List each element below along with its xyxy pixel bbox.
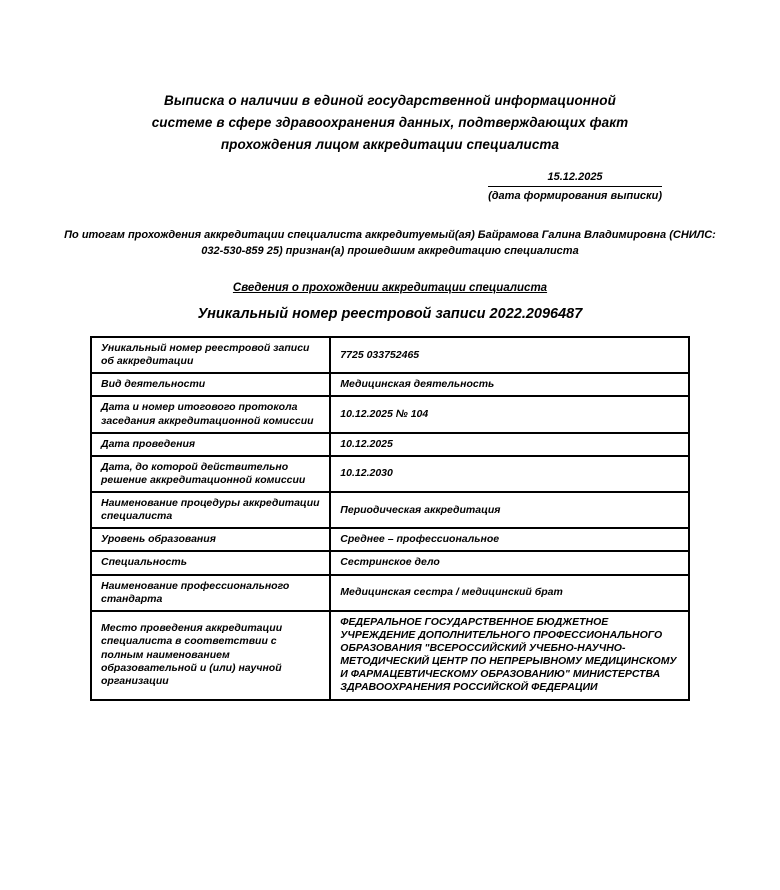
- table-row: [91, 433, 689, 456]
- row-label: Специальность: [91, 551, 330, 574]
- row-label: Наименование процедуры аккредитации специалиста: [91, 492, 330, 528]
- row-label: Дата, до которой действительно решение аккредитационной комиссии: [91, 456, 330, 492]
- row-value: 10.12.2030: [330, 456, 689, 492]
- row-label: Дата и номер итогового протокола заседания аккредитационной комиссии: [91, 396, 330, 432]
- table-row: [91, 492, 689, 528]
- issue-date-caption: (дата формирования выписки): [488, 190, 662, 202]
- row-label: Дата проведения: [91, 433, 330, 456]
- table-row: [91, 373, 689, 396]
- section-heading: Сведения о прохождении аккредитации специалиста: [232, 282, 548, 294]
- row-value: Периодическая аккредитация: [330, 492, 689, 528]
- row-label: Вид деятельности: [91, 373, 330, 396]
- row-value: Сестринское дело: [330, 551, 689, 574]
- row-value: 7725 033752465: [330, 337, 689, 373]
- table-row: [91, 575, 689, 611]
- intro-line-2: 032-530-859 25) признан(а) прошедшим аккредитацию специалиста: [201, 245, 579, 257]
- page-title-line-2: системе в сфере здравоохранения данных, подтверждающих факт: [151, 115, 629, 130]
- page-title: [0, 90, 780, 156]
- row-label: Место проведения аккредитации специалиста в соответствии с полным наименованием образовательной и (или) научной организации: [91, 611, 330, 700]
- row-value: 10.12.2025: [330, 433, 689, 456]
- row-label: Наименование профессионального стандарта: [91, 575, 330, 611]
- row-label: Уровень образования: [91, 528, 330, 551]
- table-row: [91, 611, 689, 700]
- table-row: [91, 551, 689, 574]
- table-row: [91, 528, 689, 551]
- row-value: 10.12.2025 № 104: [330, 396, 689, 432]
- table-row: [91, 456, 689, 492]
- row-value: ФЕДЕРАЛЬНОЕ ГОСУДАРСТВЕННОЕ БЮДЖЕТНОЕ УЧРЕЖДЕНИЕ ДОПОЛНИТЕЛЬНОГО ПРОФЕССИОНАЛЬНОГО ОБРАЗОВАНИЯ "ВСЕРОССИЙСКИЙ УЧЕБНО-НАУЧНО-МЕТОДИЧЕСКИЙ ЦЕНТР ПО НЕПРЕРЫВНОМУ МЕДИЦИНСКОМУ И ФАРМАЦЕВТИЧЕСКОМУ ОБРАЗОВАНИЮ" МИНИСТЕРСТВА ЗДРАВООХРАНЕНИЯ РОССИЙСКОЙ ФЕДЕРАЦИИ: [330, 611, 689, 700]
- row-value: Медицинская сестра / медицинский брат: [330, 575, 689, 611]
- page-title-line-1: Выписка о наличии в единой государственной информационной: [163, 93, 616, 108]
- page-title-line-3: прохождения лицом аккредитации специалиста: [220, 137, 560, 152]
- accreditation-table: [90, 336, 690, 701]
- table-row: [91, 337, 689, 373]
- row-value: Медицинская деятельность: [330, 373, 689, 396]
- registry-number-line: Уникальный номер реестровой записи 2022.2096487: [197, 306, 583, 322]
- issue-date: 15.12.2025: [488, 170, 662, 187]
- row-label: Уникальный номер реестровой записи об аккредитации: [91, 337, 330, 373]
- intro-line-1: По итогам прохождения аккредитации специалиста аккредитуемый(ая) Байрамова Галина Владимировна (СНИЛС:: [64, 229, 716, 241]
- row-value: Среднее – профессиональное: [330, 528, 689, 551]
- intro-paragraph: [0, 227, 780, 259]
- table-row: [91, 396, 689, 432]
- issue-date-block: [488, 170, 662, 203]
